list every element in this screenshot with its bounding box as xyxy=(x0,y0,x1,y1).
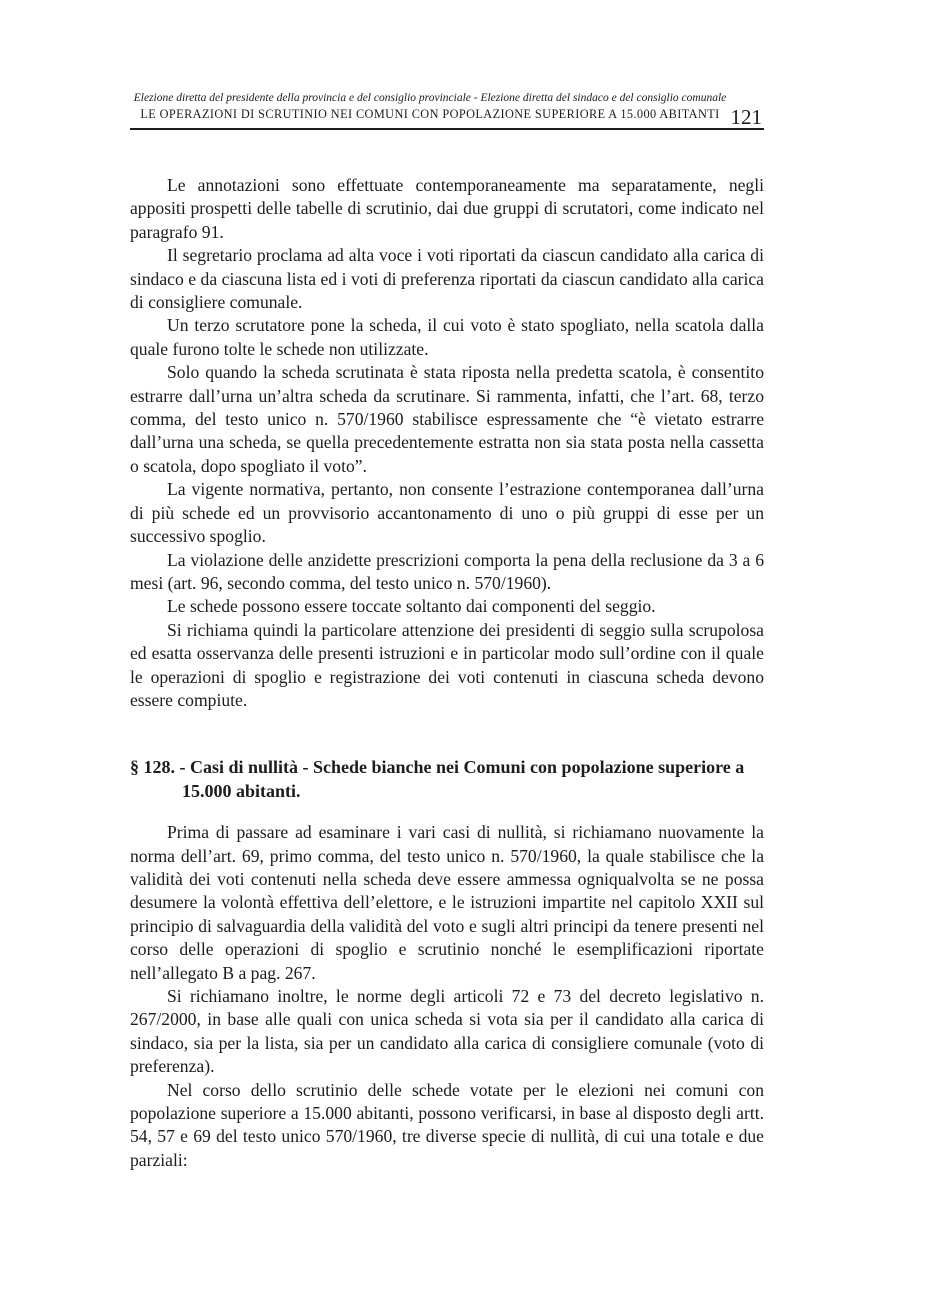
page-header xyxy=(130,92,764,129)
body-paragraph: Un terzo scrutatore pone la scheda, il cui voto è stato spogliato, nella scatola dalla quale furono tolte le schede non utilizzate. xyxy=(130,315,764,359)
body-paragraph: La violazione delle anzidette prescrizioni comporta la pena della reclusione da 3 a 6 mesi (art. 96, secondo comma, del testo unico n. 570/1960). xyxy=(130,549,764,593)
body-paragraph: Solo quando la scheda scrutinata è stata riposta nella predetta scatola, è consentito estrarre dall’urna un’altra scheda da scrutinare. Si rammenta, infatti, che l’art. 68, terzo comma, del testo unico n. 570/1960 stabilisce espressamente che “è vietato estrarre dall’urna una scheda, se quella precedentemente estratta non sia stata posta nella cassetta o scatola, dopo spogliato il voto”. xyxy=(130,362,764,476)
page-number: 121 xyxy=(730,105,762,129)
page-body xyxy=(130,174,764,1172)
body-paragraph: La vigente normativa, pertanto, non consente l’estrazione contemporanea dall’urna di più schede ed un provvisorio accantonamento di uno o più gruppi di esse per un successivo spoglio. xyxy=(130,479,764,547)
running-title-line1: Elezione diretta del presidente della provincia e del consiglio provinciale - Elezione diretta del sindaco e del consiglio comunale xyxy=(133,92,727,104)
body-paragraph: Le annotazioni sono effettuate contemporaneamente ma separatamente, negli appositi prospetti delle tabelle di scrutinio, dai due gruppi di scrutatori, come indicato nel paragrafo 91. xyxy=(130,175,764,242)
section-paragraph: Prima di passare ad esaminare i vari casi di nullità, si richiamano nuovamente la norma dell’art. 69, primo comma, del testo unico n. 570/1960, la quale stabilisce che la validità dei voti contenuti nella scheda deve essere ammessa ogniqualvolta se ne possa desumere la volontà effettiva dell’elettore, e le istruzioni impartite nel capitolo XXII sul principio di salvaguardia della validità del voto e sugli altri principi da tenere presenti nel corso delle operazioni di spoglio e scrutinio nonché le esemplificazioni riportate nell’allegato B a pag. 267. xyxy=(130,822,764,983)
section-paragraph: Si richiamano inoltre, le norme degli articoli 72 e 73 del decreto legislativo n. 267/2000, in base alle quali con unica scheda si vota sia per il candidato alla carica di sindaco, sia per la lista, sia per un candidato alla carica di consigliere comunale (voto di preferenza). xyxy=(130,986,764,1077)
running-title xyxy=(130,92,730,122)
body-paragraph: Le schede possono essere toccate soltanto dai componenti del seggio. xyxy=(167,596,656,617)
running-title-line2: LE OPERAZIONI DI SCRUTINIO NEI COMUNI CON POPOLAZIONE SUPERIORE A 15.000 ABITANTI xyxy=(140,107,720,121)
section-heading: § 128. - Casi di nullità - Schede bianche nei Comuni con popolazione superiore a 15.000 abitanti. xyxy=(130,757,745,801)
body-paragraph: Il segretario proclama ad alta voce i voti riportati da ciascun candidato alla carica di sindaco e da ciascuna lista ed i voti di preferenza riportati da ciascun candidato alla carica di consigliere comunale. xyxy=(130,245,764,313)
header-rule xyxy=(130,128,764,130)
section-paragraph: Nel corso dello scrutinio delle schede votate per le elezioni nei comuni con popolazione superiore a 15.000 abitanti, possono verificarsi, in base al disposto degli artt. 54, 57 e 69 del testo unico 570/1960, tre diverse specie di nullità, di cui una totale e due parziali: xyxy=(130,1079,764,1170)
body-paragraph: Si richiama quindi la particolare attenzione dei presidenti di seggio sulla scrupolosa ed esatta osservanza delle presenti istruzioni e in particolar modo sull’ordine con il quale le operazioni di spoglio e registrazione dei voti contenuti in ciascuna scheda devono essere compiute. xyxy=(130,619,764,710)
